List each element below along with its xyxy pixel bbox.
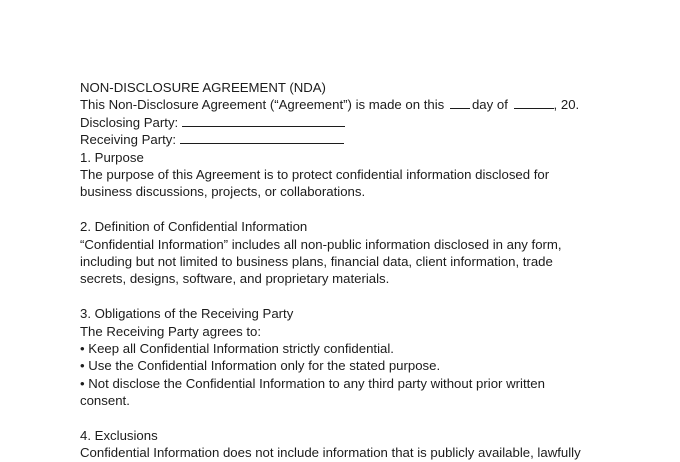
intro-text: This Non-Disclosure Agreement (“Agreement”) is made on this (80, 97, 445, 113)
section-spacer (80, 410, 660, 427)
obligation-continuation: consent. (80, 393, 130, 409)
definition-text-line: secrets, designs, software, and proprietary materials. (80, 271, 390, 287)
disclosing-party-blank (182, 114, 345, 127)
section-spacer (80, 201, 660, 218)
obligations-heading: 3. Obligations of the Receiving Party (80, 306, 294, 322)
definition-text-line: including but not limited to business plans, financial data, client information, trade (80, 254, 553, 270)
receiving-party-line (80, 131, 660, 148)
section-spacer (80, 288, 660, 305)
document-body (80, 79, 660, 462)
day-blank (450, 96, 470, 109)
definition-text-line: “Confidential Information” includes all non-public information disclosed in any form, (80, 236, 562, 252)
receiving-party-label: Receiving Party: (80, 132, 177, 148)
disclosing-party-label: Disclosing Party: (80, 114, 179, 130)
document-title: NON-DISCLOSURE AGREEMENT (NDA) (80, 80, 326, 95)
definition-heading: 2. Definition of Confidential Information (80, 219, 308, 235)
intro-line (80, 96, 660, 113)
exclusions-heading: 4. Exclusions (80, 428, 158, 444)
month-blank (514, 96, 554, 109)
purpose-heading: 1. Purpose (80, 149, 144, 165)
year-text: , 20. (553, 97, 580, 113)
obligation-bullet: • Use the Confidential Information only for the stated purpose. (80, 358, 441, 374)
disclosing-party-line (80, 114, 660, 131)
exclusions-text-line: Confidential Information does not include information that is publicly available, lawfully (80, 445, 581, 461)
obligation-bullet: • Not disclose the Confidential Information to any third party without prior written (80, 375, 545, 391)
obligations-intro: The Receiving Party agrees to: (80, 323, 262, 339)
day-of-text: day of (471, 97, 508, 113)
purpose-text-line: The purpose of this Agreement is to protect confidential information disclosed for (80, 167, 550, 183)
obligation-bullet: • Keep all Confidential Information strictly confidential. (80, 341, 394, 357)
receiving-party-blank (180, 131, 344, 144)
purpose-text-line: business discussions, projects, or collaborations. (80, 184, 366, 200)
